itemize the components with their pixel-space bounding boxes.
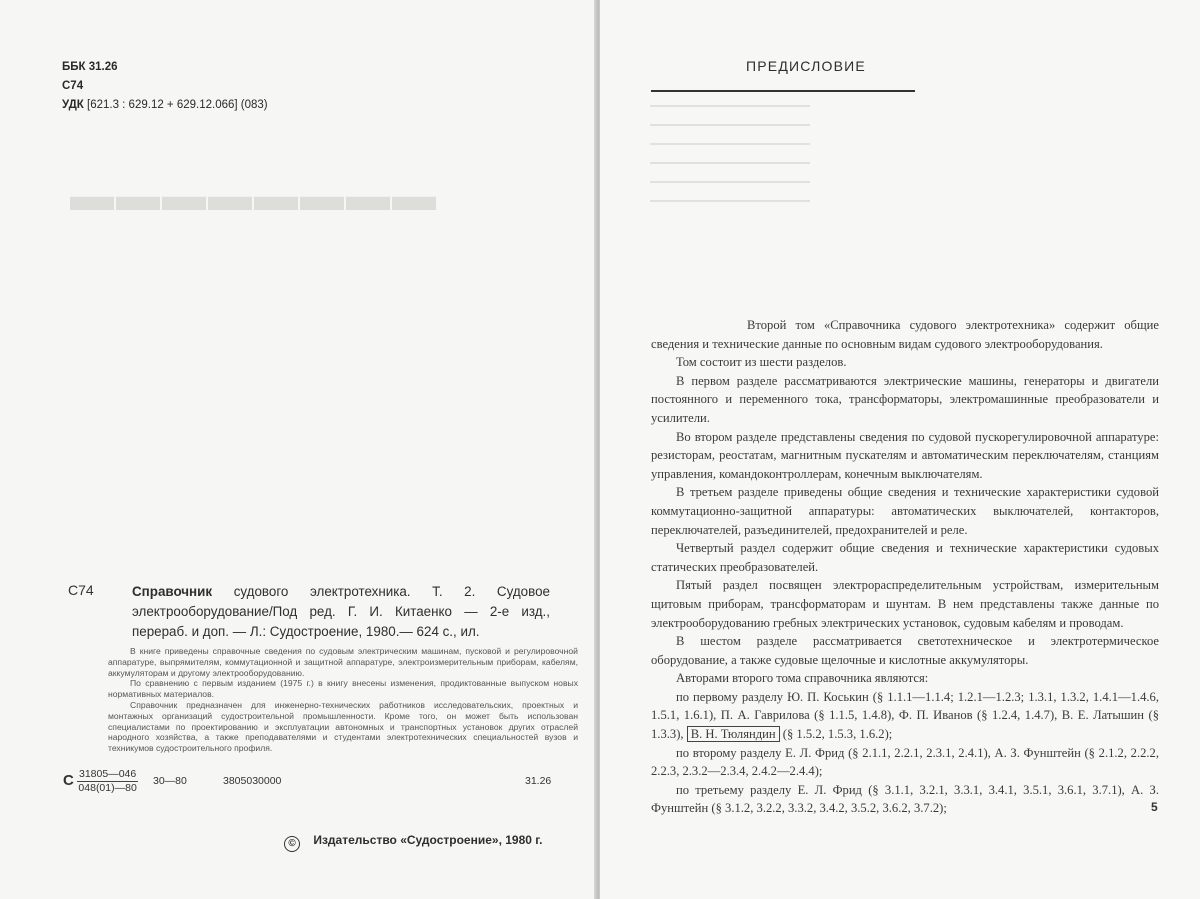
preface-body xyxy=(651,316,1159,818)
classification-block xyxy=(62,58,268,115)
boxed-author-name: В. Н. Тюляндин xyxy=(687,726,780,742)
bleed-through-ghost: ▬▬▬▬▬▬▬▬ xyxy=(70,171,438,220)
abstract-paragraph: Справочник предназначен для инженерно-технических работников исследовательских, проектных и монтажных организаций судостроительной промышленности. Кроме того, он может быть использован специалистами по проектированию и эксплуатации автономных и транспортных установок других отраслей народного хозяйства, а также преподавателями и студентами электротехнических специальностей вузов и техникумов судостроительного профиля. xyxy=(108,699,578,754)
card-heading-rest: судового электротехника. Т. 2. Судовое электрооборудование/Под ред. Г. И. Китаенко — 2-е изд., перераб. и доп. — Л.: Судостроение, 1980.— 624 с., ил. xyxy=(132,584,550,639)
paragraph: Том состоит из шести разделов. xyxy=(676,355,847,370)
author-sign: С74 xyxy=(62,80,84,92)
card-heading xyxy=(132,582,550,642)
udk-value: [621.3 : 629.12 + 629.12.066] (083) xyxy=(87,99,268,111)
index-numerator: 31805—046 xyxy=(79,768,137,780)
left-page xyxy=(0,0,596,899)
publisher-line xyxy=(284,833,542,852)
index-bbk: 31.26 xyxy=(525,775,552,787)
paragraph: В шестом разделе рассматривается светотехническое и электротермическое оборудование, а также судовые щелочные и кислотные аккумуляторы. xyxy=(651,634,1159,667)
paragraph: В первом разделе рассматриваются электрические машины, генераторы и двигатели постоянного и переменного тока, трансформаторы, электромашинные преобразователи и усилители. xyxy=(651,373,1159,425)
authors-text: (§ 1.5.2, 1.5.3, 1.6.2); xyxy=(782,727,893,742)
index-number: 3805030000 xyxy=(223,775,282,787)
paragraph: В третьем разделе приведены общие сведения и технические характеристики судовой коммутационно-защитной аппаратуры: автоматических выключателей, контакторов, переключателей, разъединителей, предохранителей и реле. xyxy=(651,485,1159,537)
abstract-paragraph: По сравнению с первым изданием (1975 г.) в книгу внесены изменения, продиктованные выпуском новых нормативных материалов. xyxy=(108,678,578,700)
authors-section-3: по третьему разделу Е. Л. Фрид (§ 3.1.1, 3.2.1, 3.3.1, 3.4.1, 3.5.1, 3.6.1, 3.7.1), А. З. Фунштейн (§ 3.1.2, 3.2.2, 3.3.2, 3.4.2, 3.5.2, 3.6.2, 3.7.2); xyxy=(651,782,1159,816)
paragraph: Авторами второго тома справочника являются: xyxy=(676,671,929,686)
page-number: 5 xyxy=(1151,800,1158,814)
publisher-text: Издательство «Судостроение», 1980 г. xyxy=(313,833,543,847)
index-range: 30—80 xyxy=(153,775,187,787)
copyright-icon: © xyxy=(284,836,300,852)
index-denominator: 048(01)—80 xyxy=(78,782,137,794)
paragraph: Во втором разделе представлены сведения по судовой пускорегулировочной аппаратуре: резисторам, реостатам, магнитным пускателям и автоматическим переключателям, станциям управления, командоконтроллерам, конечным выключателям. xyxy=(651,429,1159,481)
bbk-index: ББК 31.26 xyxy=(62,61,118,73)
card-index-row xyxy=(63,768,553,798)
bleed-through-lines xyxy=(650,105,810,219)
authors-section-1 xyxy=(651,688,1159,744)
title-rule xyxy=(651,90,915,92)
authors-section-2: по второму разделу Е. Л. Фрид (§ 2.1.1, 2.2.1, 2.3.1, 2.4.1), А. З. Фунштейн (§ 2.1.2, 2.2.2, 2.2.3, 2.3.2—2.3.4, 2.4.2—2.4.4); xyxy=(651,745,1159,779)
paragraph: Четвертый раздел содержит общие сведения и технические характеристики судовых статических преобразователей. xyxy=(651,541,1159,574)
udk-label: УДК xyxy=(62,99,84,111)
authors-text: по первому разделу Ю. П. Коськин (§ 1.1.1—1.1.4; 1.2.1—1.2.3; 1.3.1, 1.3.2, 1.4.1—1.4.6, 1.5.1, 1.6.1), П. А. Гаврилова (§ 1.1.5, 1.4.8), Ф. П. Иванов (§ 1.2.4, 1.4.7), В. Е. Латышин (§ 1.3.3), xyxy=(651,689,1159,742)
card-title-bold: Справочник xyxy=(132,584,213,599)
page-title: ПРЕДИСЛОВИЕ xyxy=(746,58,866,74)
abstract-paragraph: В книге приведены справочные сведения по судовым электрическим машинам, пусковой и регулировочной аппаратуре, выпрямителям, коммутационной и защитной аппаратуре, электроизмерительным приборам, кабелям, аккумуляторам и другому электрооборудованию. xyxy=(108,646,578,678)
paragraph: Второй том «Справочника судового электротехника» содержит общие сведения и технические данные по основным видам судового электрооборудования. xyxy=(651,318,1159,351)
index-letter: С xyxy=(63,772,74,789)
card-abstract xyxy=(108,646,578,754)
udk-index xyxy=(62,96,268,115)
index-fraction xyxy=(77,768,138,795)
card-code: С74 xyxy=(68,582,94,598)
paragraph: Пятый раздел посвящен электрораспределительным устройствам, измерительным щитовым приборам, трансформаторам и шунтам. В нем представлены также данные по электрооборудованию гребных электрических установок, судовым кабелям и проводам. xyxy=(651,578,1159,630)
